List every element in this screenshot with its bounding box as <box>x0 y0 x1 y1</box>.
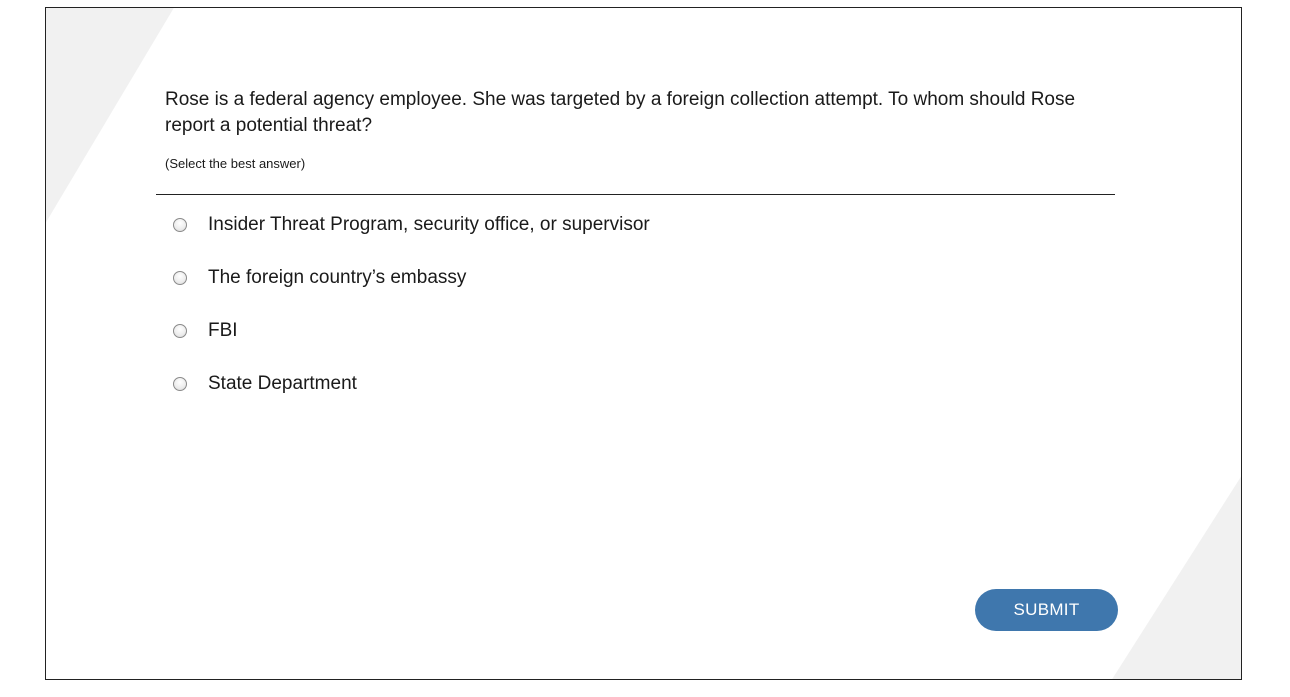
top-left-corner-shape <box>46 8 174 222</box>
answer-option-fbi[interactable] <box>173 317 650 345</box>
radio-button-icon[interactable] <box>173 218 187 232</box>
answer-options <box>173 211 650 423</box>
question-text: Rose is a federal agency employee. She was targeted by a foreign collection attempt. To whom should Rose report a potential threat? <box>165 89 1076 136</box>
radio-button-icon[interactable] <box>173 324 187 338</box>
radio-button-icon[interactable] <box>173 271 187 285</box>
submit-button[interactable]: SUBMIT <box>975 589 1118 631</box>
answer-option-label: The foreign country’s embassy <box>208 267 467 288</box>
answer-option-label: State Department <box>208 373 357 394</box>
answer-option-label: FBI <box>208 320 238 341</box>
answer-option-insider-threat-program[interactable] <box>173 211 650 239</box>
bottom-right-corner-shape <box>1112 477 1241 679</box>
answer-option-label: Insider Threat Program, security office, or supervisor <box>208 214 650 235</box>
answer-option-state-department[interactable] <box>173 370 650 398</box>
quiz-slide <box>45 7 1242 680</box>
radio-button-icon[interactable] <box>173 377 187 391</box>
question-divider <box>156 194 1115 195</box>
question-instruction: (Select the best answer) <box>165 156 306 171</box>
answer-option-foreign-embassy[interactable] <box>173 264 650 292</box>
